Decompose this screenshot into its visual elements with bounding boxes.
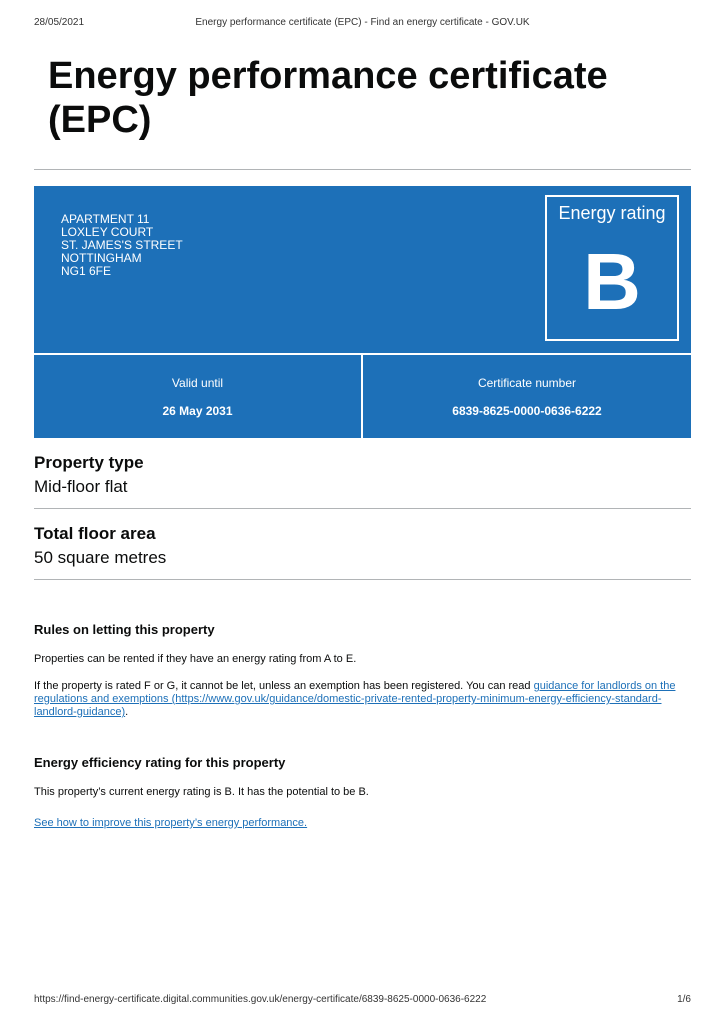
valid-until-cell <box>34 376 361 418</box>
efficiency-rating-text: This property’s current energy rating is B. It has the potential to be B. <box>34 786 369 798</box>
landlord-guidance-link[interactable]: guidance for landlords on the regulations and exemptions (https://www.gov.uk/guidance/domestic-private-rented-property-minimum-energy-efficiency-standard-landlord-guidance) <box>34 680 676 718</box>
energy-rating-letter: B <box>583 237 641 326</box>
floor-area-value: 50 square metres <box>34 548 167 567</box>
letting-rules-heading: Rules on letting this property <box>34 622 215 637</box>
section-divider <box>34 508 691 509</box>
certificate-number: 6839-8625-0000-0636-6222 <box>452 404 602 418</box>
valid-until-date: 26 May 2031 <box>162 404 233 418</box>
floor-area-heading: Total floor area <box>34 524 156 543</box>
certificate-number-cell <box>363 376 691 418</box>
letting-rules-text: Properties can be rented if they have an energy rating from A to E. <box>34 653 357 665</box>
property-address <box>61 213 183 278</box>
print-document-title: Energy performance certificate (EPC) - Find an energy certificate - GOV.UK <box>195 17 530 28</box>
title-divider <box>34 169 691 170</box>
improve-performance-paragraph <box>34 817 694 830</box>
epc-summary-panel <box>34 186 691 438</box>
letting-exemption-text <box>34 680 694 719</box>
certificate-number-label: Certificate number <box>477 376 577 390</box>
print-header <box>34 17 691 31</box>
address-line: ST. JAMES'S STREET <box>61 238 183 252</box>
print-footer <box>34 994 691 1008</box>
letting-exemption-suffix: . <box>125 706 129 718</box>
section-divider <box>34 579 691 580</box>
improve-performance-link[interactable]: See how to improve this property’s energy performance. <box>34 817 308 829</box>
letting-exemption-prefix: If the property is rated F or G, it cannot be let, unless an exemption has been registered. You can read <box>34 680 534 692</box>
energy-rating-box <box>545 195 679 341</box>
property-type-heading: Property type <box>34 453 144 472</box>
address-line: NOTTINGHAM <box>61 251 142 265</box>
address-line: NG1 6FE <box>61 264 112 278</box>
address-line: APARTMENT 11 <box>61 212 150 226</box>
energy-rating-label: Energy rating <box>558 203 666 223</box>
print-date: 28/05/2021 <box>34 17 85 28</box>
address-line: LOXLEY COURT <box>61 225 154 239</box>
property-type-value: Mid-floor flat <box>34 477 128 496</box>
print-url: https://find-energy-certificate.digital.communities.gov.uk/energy-certificate/6839-8625-0000-0636-6222 <box>34 994 487 1005</box>
page-title: Energy performance certificate (EPC) <box>48 55 608 141</box>
efficiency-rating-heading: Energy efficiency rating for this property <box>34 755 286 770</box>
page-number: 1/6 <box>677 994 691 1005</box>
valid-until-label: Valid until <box>171 376 224 390</box>
